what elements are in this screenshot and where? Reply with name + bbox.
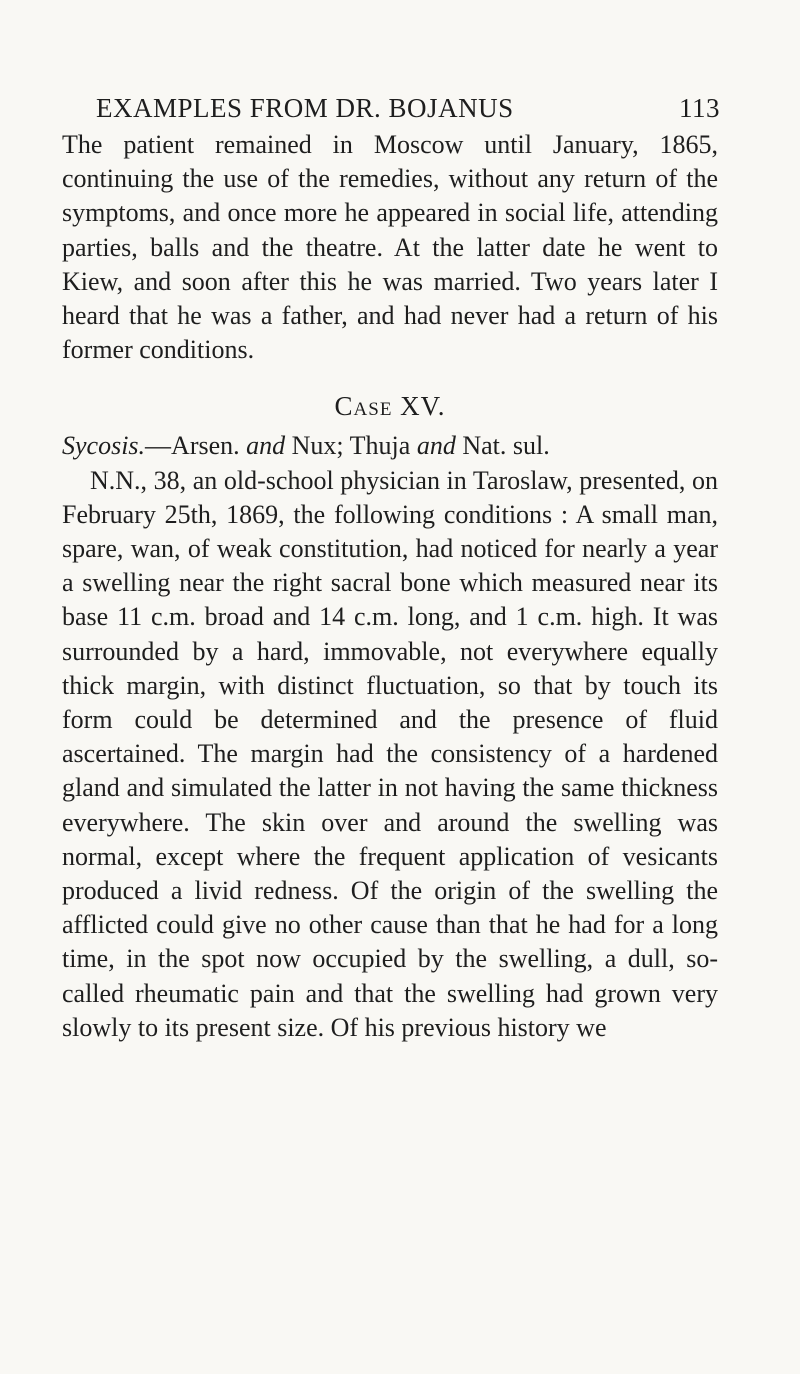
- conjunction-and: and: [246, 431, 286, 461]
- body-text: [62, 128, 718, 1045]
- remedy-nux: Nux;: [291, 431, 344, 461]
- paragraph-2: N.N., 38, an old-school physician in Taroslaw, presented, on February 25th, 1869, the following conditions : A small man, spare, wan, of weak constitution, had noticed for nearly a year a swelling near the right sacral bone which measured near its base 11 c.m. broad and 14 c.m. long, and 1 c.m. high. It was surrounded by a hard, immovable, not everywhere equally thick margin, with distinct fluctuation, so that by touch its form could be determined and the presence of fluid ascertained. The margin had the consistency of a hardened gland and simulated the latter in not having the same thickness everywhere. The skin over and around the swelling was normal, except where the frequent application of vesicants produced a livid redness. Of the origin of the swelling the afflicted could give no other cause than that he had for a long time, in the spot now occupied by the swelling, a dull, so-called rheumatic pain and that the swelling had grown very slowly to its present size. Of his previous history we: [62, 465, 718, 1042]
- remedy-line: [62, 429, 718, 463]
- page-number: 113: [679, 93, 720, 123]
- conjunction-and: and: [416, 431, 456, 461]
- remedy-nat-sul: Nat. sul.: [462, 431, 550, 461]
- paragraph-1: The patient remained in Moscow until January, 1865, continuing the use of the remedies, without any return of the symptoms, and once more he appeared in social life, attending parties, balls and the theatre. At the latter date he went to Kiew, and soon after this he was married. Two years later I heard that he was a father, and had never had a return of his former conditions.: [62, 130, 718, 365]
- running-header: [96, 92, 720, 124]
- dash: —: [145, 431, 172, 461]
- case-heading: Case XV.: [334, 391, 446, 422]
- running-title: EXAMPLES FROM DR. BOJANUS: [96, 93, 514, 123]
- disease-name: Sycosis.: [62, 431, 146, 461]
- remedy-arsen: Arsen.: [171, 431, 240, 461]
- remedy-thuja: Thuja: [349, 431, 411, 461]
